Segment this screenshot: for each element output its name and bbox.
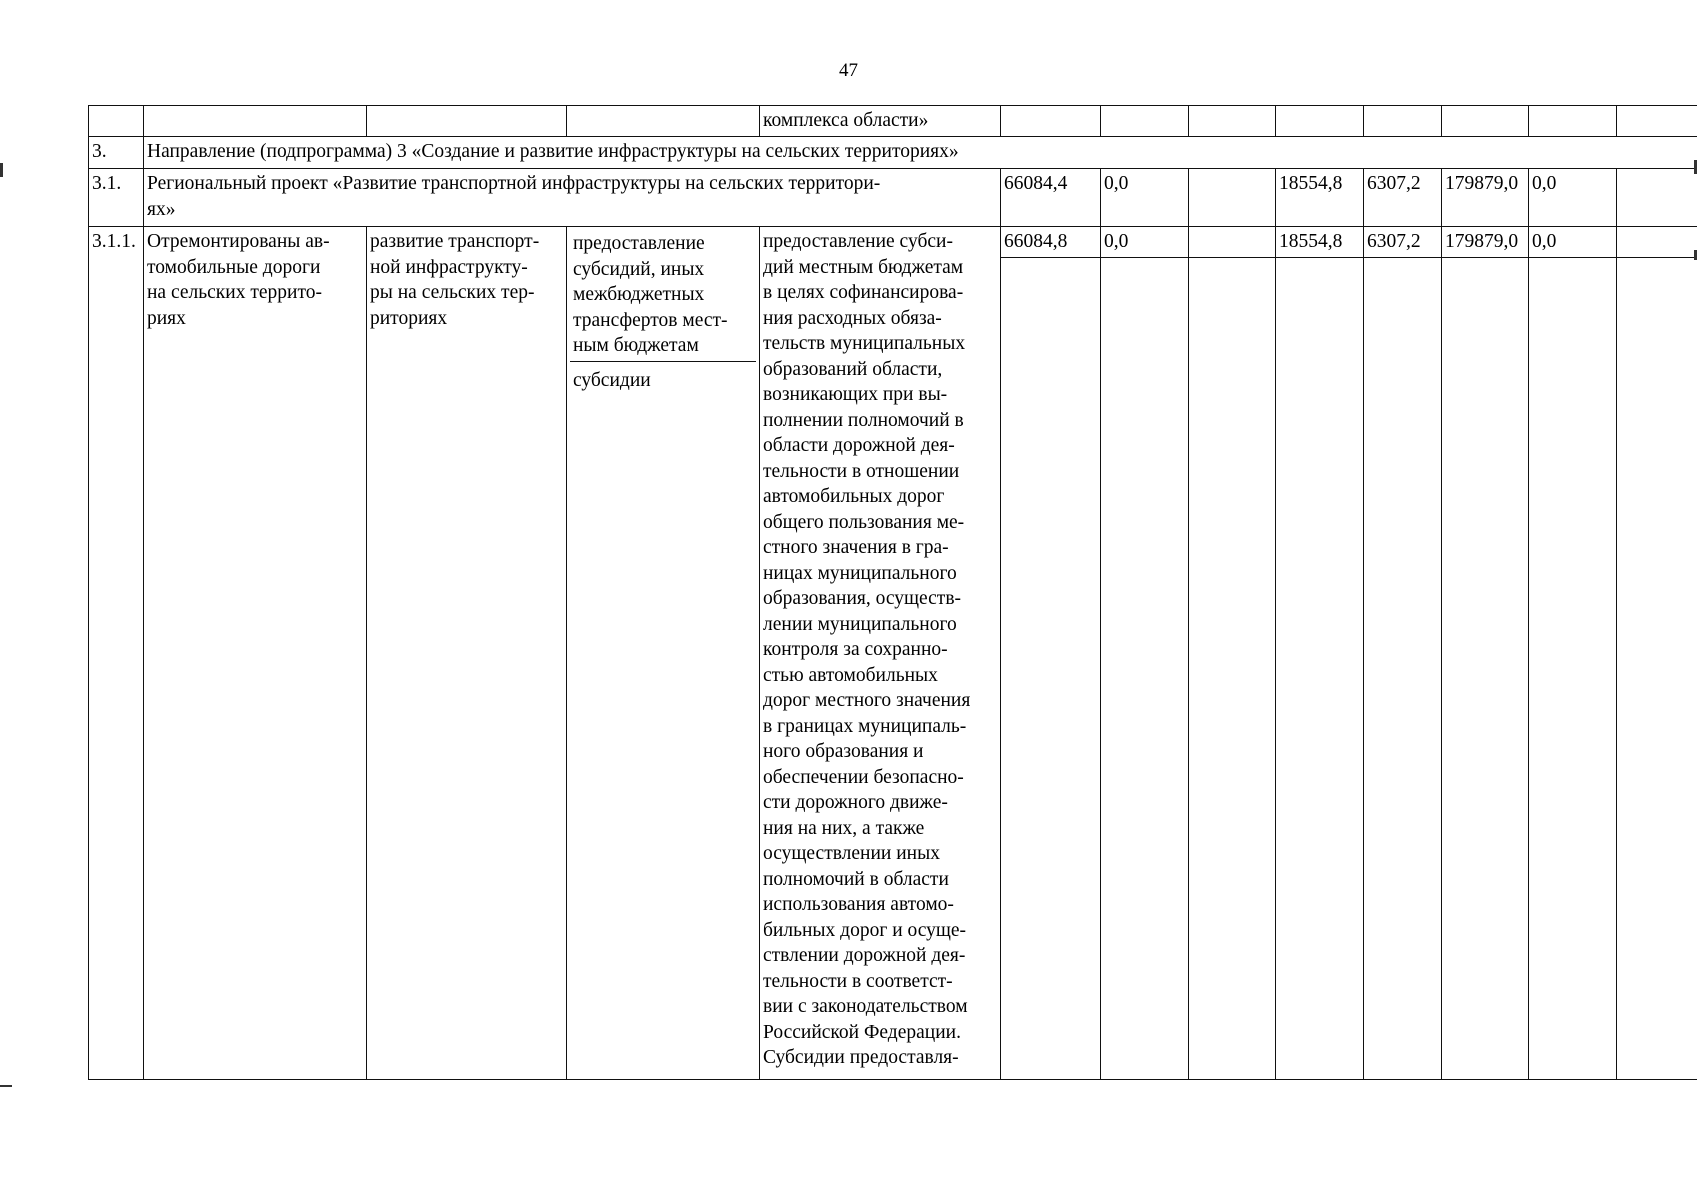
item-result-line: риях (147, 307, 186, 329)
cell-number (89, 106, 144, 137)
purpose-line: ния на них, а также (763, 817, 925, 839)
purpose-line: тельности в отношении (763, 460, 960, 482)
item-measure (567, 227, 760, 1080)
item-value: 0,0 (1529, 227, 1617, 258)
item-measure-line: трансфертов мест- (573, 309, 728, 331)
purpose-line: стного значения в гра- (763, 537, 949, 558)
project-value: 66084,4 (1001, 169, 1101, 227)
purpose-line: ствлении дорожной дея- (763, 945, 966, 966)
project-value (1189, 169, 1276, 227)
purpose-line: возникающих при вы- (763, 384, 948, 405)
cell-value (1529, 257, 1617, 1080)
item-value: 6307,2 (1364, 227, 1442, 258)
project-title-line: ях» (147, 198, 176, 220)
cell-value (1001, 106, 1101, 137)
item-result (144, 227, 367, 1080)
purpose-line: в целях софинансирова- (763, 282, 964, 303)
purpose-line: ния расходных обяза- (763, 307, 942, 329)
item-value: 66084,8 (1001, 227, 1101, 258)
purpose-line: полномочий в области (763, 868, 949, 890)
project-value: 0,0 (1101, 169, 1189, 227)
cell-value (1364, 257, 1442, 1080)
item-task (367, 227, 567, 1080)
item-measure-type: субсидии (573, 369, 651, 391)
purpose-line: ницах муниципального (763, 562, 957, 584)
cell-value (1442, 257, 1529, 1080)
scan-mark (0, 163, 3, 177)
item-task-line: ры на сельских тер- (370, 282, 535, 303)
project-value: 18554,8 (1276, 169, 1364, 227)
item-measure-description (570, 229, 756, 362)
purpose-line: тельств муниципальных (763, 333, 966, 354)
project-value (1617, 169, 1697, 227)
purpose-line: автомобильных дорог (763, 486, 945, 507)
project-title-line: Региональный проект «Развитие транспортной инфраструктуры на сельских территори- (147, 173, 881, 194)
page-number: 47 (839, 60, 858, 81)
purpose-line: предоставление субси- (763, 231, 953, 252)
item-value (1617, 227, 1697, 258)
purpose-line: осуществлении иных (763, 843, 940, 864)
purpose-line: дорог местного значения (763, 690, 971, 711)
purpose-line: Российской Федерации. (763, 1021, 961, 1043)
purpose-line: стью автомобильных (763, 664, 938, 686)
program-table (88, 105, 1697, 1080)
cell-value (1529, 106, 1617, 137)
scan-mark (0, 1085, 12, 1087)
purpose-line: использования автомо- (763, 894, 954, 915)
item-measure-line: предоставление (573, 233, 705, 254)
purpose-line: обеспечении безопасно- (763, 766, 964, 788)
cell-value (1101, 106, 1189, 137)
project-title (144, 169, 1001, 227)
item-result-line: Отремонтированы ав- (147, 231, 330, 252)
purpose-line: общего пользования ме- (763, 511, 965, 533)
purpose-line: дий местным бюджетам (763, 256, 964, 278)
cell-value (1276, 106, 1364, 137)
cell-task (367, 106, 567, 137)
item-number: 3.1.1. (89, 227, 144, 1080)
item-measure-line: субсидий, иных (573, 258, 705, 280)
item-task-line: риториях (370, 307, 448, 329)
cell-measure (567, 106, 760, 137)
purpose-line: Субсидии предоставля- (763, 1047, 959, 1068)
purpose-line: бильных дорог и осуще- (763, 919, 967, 941)
table-row-section (89, 137, 1697, 169)
section-title: Направление (подпрограмма) 3 «Создание и развитие инфраструктуры на сельских территориях» (144, 137, 1697, 169)
item-value: 18554,8 (1276, 227, 1364, 258)
cell-value (1189, 106, 1276, 137)
cell-result (144, 106, 367, 137)
table-row-item (89, 227, 1697, 258)
cell-value (1617, 257, 1697, 1080)
project-value: 0,0 (1529, 169, 1617, 227)
cell-value (1101, 257, 1189, 1080)
item-value (1189, 227, 1276, 258)
table-row-continuation (89, 106, 1697, 137)
table-row-project (89, 169, 1697, 227)
purpose-line: полнении полномочий в (763, 409, 964, 431)
purpose-line: тельности в соответст- (763, 970, 953, 992)
purpose-line: ного образования и (763, 741, 924, 762)
purpose-line: области дорожной дея- (763, 435, 955, 456)
purpose-line: в границах муниципаль- (763, 715, 967, 737)
cell-value (1442, 106, 1529, 137)
cell-purpose: комплекса области» (760, 106, 1001, 137)
item-value: 179879,0 (1442, 227, 1529, 258)
purpose-line: лении муниципального (763, 613, 957, 635)
cell-value (1617, 106, 1697, 137)
project-number: 3.1. (89, 169, 144, 227)
cell-value (1189, 257, 1276, 1080)
item-measure-line: межбюджетных (573, 284, 705, 305)
purpose-line: образований области, (763, 358, 943, 380)
cell-value (1364, 106, 1442, 137)
purpose-line: вии с законодательством (763, 996, 968, 1017)
purpose-line: контроля за сохранно- (763, 639, 948, 660)
purpose-line: сти дорожного движе- (763, 792, 948, 813)
item-purpose (760, 227, 1001, 1080)
item-result-line: на сельских террито- (147, 282, 322, 303)
section-number: 3. (89, 137, 144, 169)
item-result-line: томобильные дороги (147, 256, 321, 278)
cell-value (1001, 257, 1101, 1080)
item-value: 0,0 (1101, 227, 1189, 258)
project-value: 179879,0 (1442, 169, 1529, 227)
purpose-line: образования, осуществ- (763, 588, 962, 609)
item-measure-line: ным бюджетам (573, 335, 699, 356)
cell-value (1276, 257, 1364, 1080)
project-value: 6307,2 (1364, 169, 1442, 227)
item-task-line: развитие транспорт- (370, 231, 540, 252)
item-task-line: ной инфраструкту- (370, 256, 528, 278)
